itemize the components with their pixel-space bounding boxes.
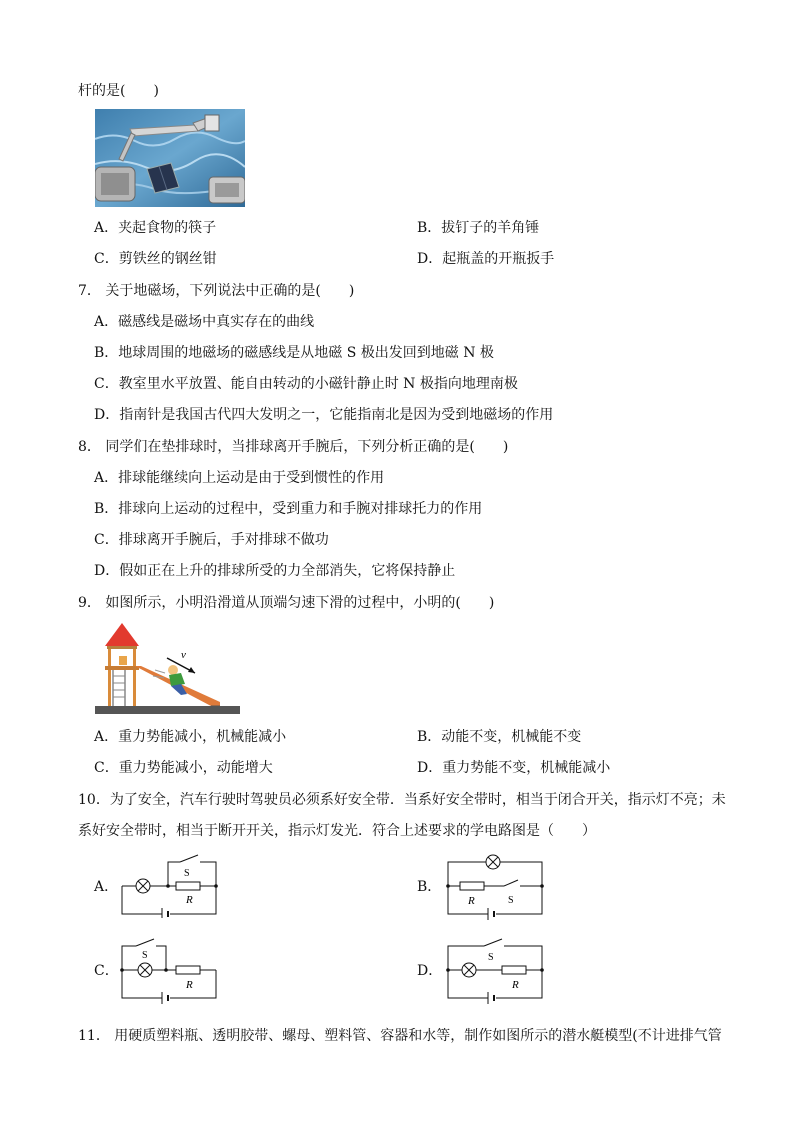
q9-option-c: C．重力势能减小，动能增大 xyxy=(94,760,273,776)
q6-option-b: B．拔钉子的羊角锤 xyxy=(417,220,540,236)
q6-option-a: A．夹起食物的筷子 xyxy=(94,220,217,236)
q9-option-a: A．重力势能减小，机械能减小 xyxy=(94,729,287,745)
q8-option-d: D．假如正在上升的排球所受的力全部消失，它将保持静止 xyxy=(94,563,456,579)
circuit-d-label: D． xyxy=(417,963,443,979)
q8-option-b: B．排球向上运动的过程中，受到重力和手腕对排球托力的作用 xyxy=(94,501,483,517)
question-10-stem-line1: 10．为了安全，汽车行驶时驾驶员必须系好安全带．当系好安全带时，相当于闭合开关，指示灯不亮；未 xyxy=(78,792,726,808)
q9-option-b: B．动能不变，机械能不变 xyxy=(417,729,582,745)
q7-option-a: A．磁感线是磁场中真实存在的曲线 xyxy=(94,314,315,330)
switch-label: S xyxy=(508,895,514,906)
slide-figure xyxy=(95,618,240,718)
switch-label: S xyxy=(142,950,148,961)
circuit-b-label: B． xyxy=(417,879,442,895)
question-9-stem: 9． 如图所示，小明沿滑道从顶端匀速下滑的过程中，小明的( ) xyxy=(78,595,495,611)
switch-label: S xyxy=(184,868,190,879)
q9-option-d: D．重力势能不变，机械能减小 xyxy=(417,760,611,776)
q7-option-d: D．指南针是我国古代四大发明之一，它能指南北是因为受到地磁场的作用 xyxy=(94,407,554,423)
resistor-label: R xyxy=(186,979,193,991)
question-6-stem-tail: 杆的是( ) xyxy=(78,83,159,99)
q7-option-c: C．教室里水平放置、能自由转动的小磁针静止时 N 极指向地理南极 xyxy=(94,376,518,392)
circuit-diagram-a xyxy=(118,852,223,918)
circuit-a-label: A． xyxy=(94,879,119,895)
resistor-label: R xyxy=(186,894,193,906)
switch-label: S xyxy=(488,952,494,963)
resistor-label: R xyxy=(468,895,475,907)
circuit-diagram-b xyxy=(444,850,549,920)
space-robotic-arm-image xyxy=(95,109,245,207)
resistor-label: R xyxy=(512,979,519,991)
q7-option-b: B．地球周围的地磁场的磁感线是从地磁 S 极出发回到地磁 N 极 xyxy=(94,345,494,361)
q8-option-c: C．排球离开手腕后，手对排球不做功 xyxy=(94,532,329,548)
question-10-stem-line2: 系好安全带时，相当于断开开关，指示灯发光．符合上述要求的学电路图是（ ） xyxy=(78,823,596,839)
question-11-stem: 11． 用硬质塑料瓶、透明胶带、螺母、塑料管、容器和水等，制作如图所示的潜水艇模型(不计进排气管 xyxy=(78,1028,722,1044)
q6-option-c: C．剪铁丝的钢丝钳 xyxy=(94,251,217,267)
velocity-label: v xyxy=(181,649,186,661)
q6-option-d: D．起瓶盖的开瓶扳手 xyxy=(417,251,555,267)
question-8-stem: 8． 同学们在垫排球时，当排球离开手腕后，下列分析正确的是( ) xyxy=(78,439,509,455)
circuit-c-label: C． xyxy=(94,963,119,979)
circuit-diagram-c xyxy=(118,934,223,1004)
q8-option-a: A．排球能继续向上运动是由于受到惯性的作用 xyxy=(94,470,385,486)
question-7-stem: 7． 关于地磁场，下列说法中正确的是( ) xyxy=(78,283,355,299)
circuit-diagram-d xyxy=(444,934,549,1004)
